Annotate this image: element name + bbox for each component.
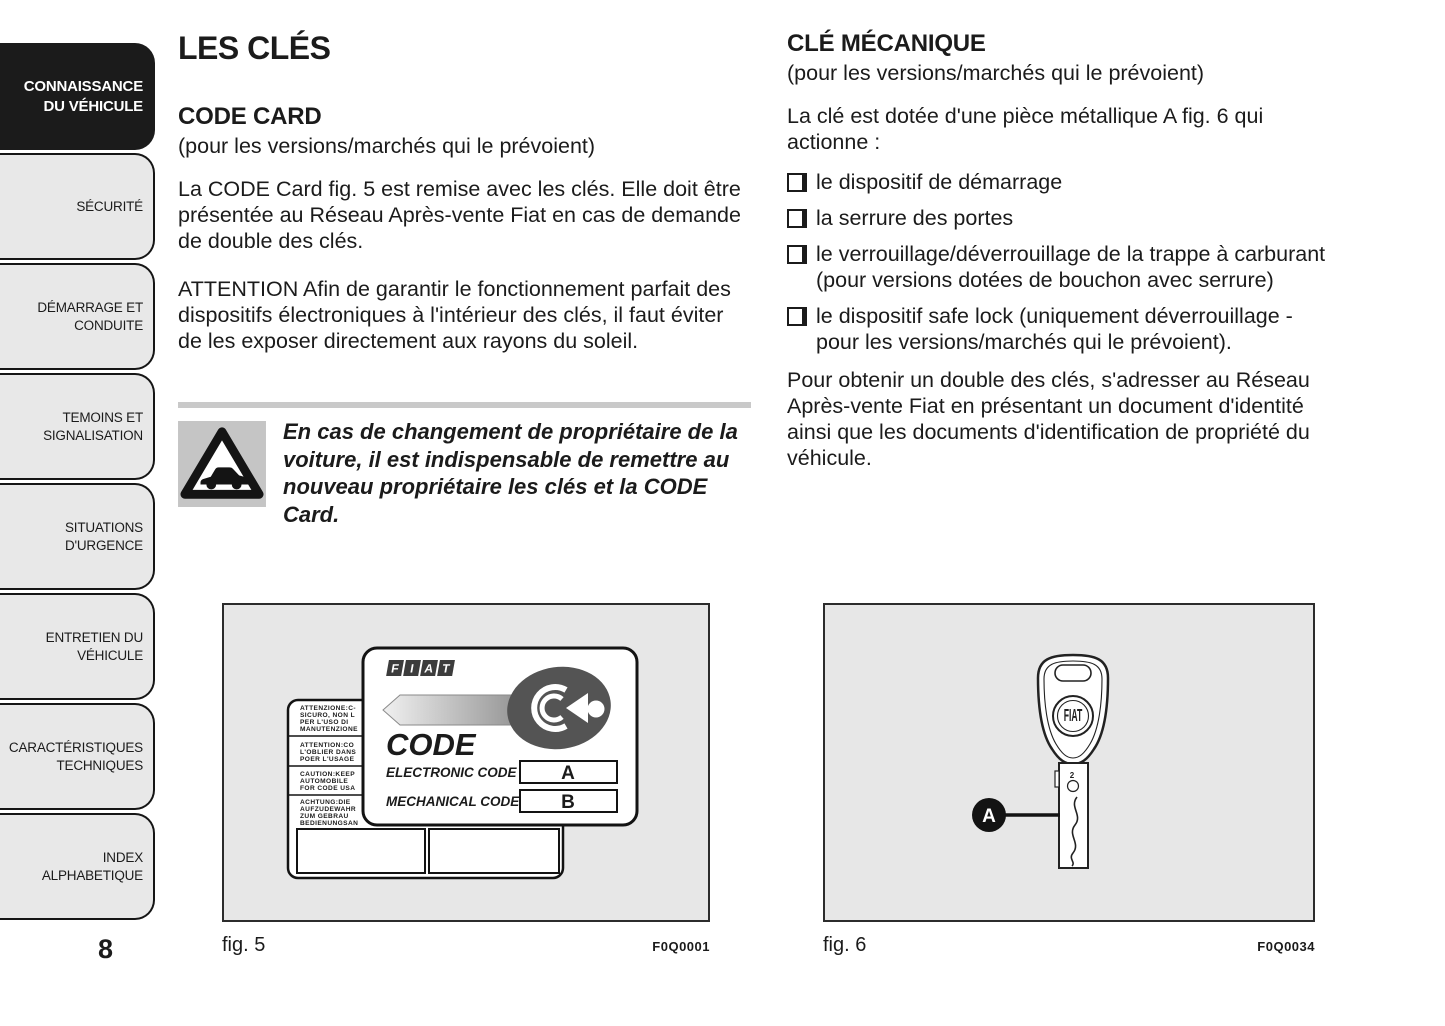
key-functions-list (787, 169, 1327, 355)
mechanical-code-value: B (561, 792, 575, 813)
figure-reference-code: F0Q0034 (1257, 939, 1315, 954)
figure-caption: fig. 6 (823, 934, 867, 956)
code-title: CODE (386, 727, 476, 762)
code-card-illustration (222, 603, 710, 922)
figure-reference-code: F0Q0001 (652, 939, 710, 954)
section-tabs-sidebar (0, 43, 155, 965)
warning-text: En cas de changement de propriétaire de la voiture, il est indispensable de remettre au nouveau propriétaire les clés et la CODE Card. (283, 419, 738, 527)
fiat-letter: I (409, 661, 415, 676)
paragraph-outro: Pour obtenir un double des clés, s'adresser au Réseau Après-vente Fiat en présentant un document d'identité ainsi que les documents d'identification de propriété du véhicule. (787, 368, 1310, 470)
left-column (178, 30, 751, 528)
list-item (787, 303, 1327, 355)
back-card-blank-box (429, 829, 559, 873)
back-label-line: AUFZUDEWAHR (300, 806, 357, 813)
electronic-code-value: A (561, 763, 575, 784)
back-label-line: AUTOMOBILE (300, 778, 349, 785)
figure-6-mechanical-key (823, 603, 1315, 957)
fiat-badge (1053, 696, 1093, 736)
fiat-letter: A (423, 661, 435, 676)
list-item-text: le dispositif de démarrage (816, 170, 1063, 194)
list-item-text: la serrure des portes (816, 206, 1014, 230)
figure-caption: fig. 5 (222, 934, 266, 956)
back-label-line: SICURO, NON L (300, 712, 356, 719)
page-number: 8 (97, 934, 113, 964)
right-column (787, 30, 1327, 493)
back-label-line: CAUTION:KEEP (300, 771, 355, 778)
sidebar-tab-situations-durgence: SITUATIONS D'URGENCE (0, 483, 155, 590)
fiat-letter: F (390, 661, 400, 676)
sidebar-tab-entretien-du-vehicule: ENTRETIEN DU VÉHICULE (0, 593, 155, 700)
back-label-line: PER L'USO DI (300, 719, 349, 726)
callout-a-label: A (982, 806, 996, 827)
sidebar-tab-demarrage-et-conduite: DÉMARRAGE ET CONDUITE (0, 263, 155, 370)
section-title-code-card: CODE CARD (178, 103, 322, 130)
square-bullet-icon (787, 209, 807, 228)
list-item-text: le dispositif safe lock (uniquement déverrouillage - pour les versions/marchés qui le prévoient). (816, 304, 1293, 354)
back-label-line: ACHTUNG:DIE (300, 799, 351, 806)
list-item (787, 205, 1327, 231)
list-item (787, 169, 1327, 195)
car-warning-triangle-icon (178, 421, 266, 507)
back-label-line: POER L'USAGE (300, 756, 355, 763)
warning-block (178, 418, 751, 528)
paragraph-attention: ATTENTION Afin de garantir le fonctionnement parfait des dispositifs électroniques à l'intérieur des clés, il faut éviter de les exposer directement aux rayons du soleil. (178, 277, 731, 353)
section-title-cle-mecanique: CLÉ MÉCANIQUE (787, 30, 986, 57)
paragraph-intro: La clé est dotée d'une pièce métallique A fig. 6 qui actionne : (787, 104, 1264, 154)
square-bullet-icon (787, 245, 807, 264)
square-bullet-icon (787, 173, 807, 192)
back-card-blank-box (297, 829, 425, 873)
blade-mark: 2 (1069, 771, 1075, 780)
sidebar-tab-connaissance-du-vehicule: CONNAISSANCE DU VÉHICULE (0, 43, 155, 150)
back-label-line: MANUTENZIONE (300, 726, 358, 733)
figure-5-code-card (222, 603, 710, 957)
back-label-line: ATTENTION:CO (300, 742, 355, 749)
fiat-badge-text: FIAT (1063, 705, 1083, 725)
mechanical-code-label: MECHANICAL CODE (386, 794, 520, 809)
square-bullet-icon (787, 307, 807, 326)
back-label-line: BEDIENUNGSAN (300, 820, 359, 827)
section-subtitle: (pour les versions/marchés qui le prévoient) (178, 134, 596, 158)
back-label-line: ZUM GEBRAU (300, 813, 349, 820)
sidebar-tab-caracteristiques-techniques: CARACTÉRISTIQUES TECHNIQUES (0, 703, 155, 810)
list-item-text: le verrouillage/déverrouillage de la trappe à carburant (pour versions dotées de bouchon avec serrure) (816, 242, 1326, 292)
back-label-line: FOR CODE USA (300, 785, 356, 792)
sidebar-tab-temoins-et-signalisation: TEMOINS ET SIGNALISATION (0, 373, 155, 480)
paragraph-code-card: La CODE Card fig. 5 est remise avec les clés. Elle doit être présentée au Réseau Après-vente Fiat en cas de demande de double des clés. (178, 177, 741, 253)
section-subtitle: (pour les versions/marchés qui le prévoient) (787, 61, 1205, 85)
electronic-code-label: ELECTRONIC CODE (386, 765, 517, 780)
code-card-front (363, 648, 637, 825)
keyring-hole (1055, 665, 1091, 681)
back-label-line: L'OBLIER DANS (300, 749, 357, 756)
sidebar-tab-securite: SÉCURITÉ (0, 153, 155, 260)
page-title: LES CLÉS (178, 30, 331, 66)
sidebar-tab-index-alphabetique: INDEX ALPHABETIQUE (0, 813, 155, 920)
list-item (787, 241, 1327, 293)
back-label-line: ATTENZIONE:C- (300, 705, 356, 712)
warning-divider-bar (178, 402, 751, 408)
mechanical-key-illustration (823, 603, 1315, 922)
fiat-letter: T (441, 661, 451, 676)
